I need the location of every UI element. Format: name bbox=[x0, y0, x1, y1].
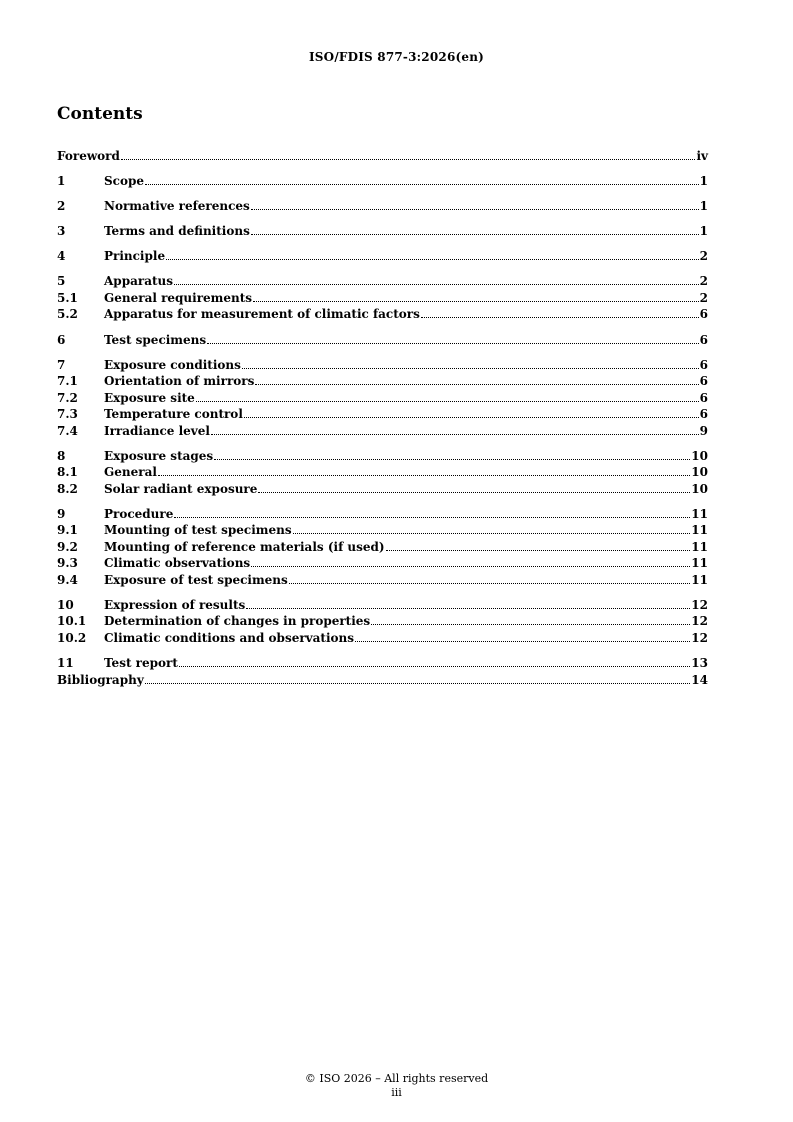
toc-entry-title: Irradiance level bbox=[104, 423, 210, 438]
toc-entry-page: 10 bbox=[691, 448, 708, 463]
toc-entry-page: 1 bbox=[699, 174, 708, 189]
toc-entry-page: 11 bbox=[691, 572, 708, 587]
toc-entry-page: 11 bbox=[691, 523, 708, 538]
toc-entry-number: 6 bbox=[57, 332, 66, 347]
toc-entry-title: Terms and definitions bbox=[104, 224, 250, 239]
toc-entry-title: Bibliography bbox=[57, 672, 144, 687]
toc-entry-page: 11 bbox=[691, 539, 708, 554]
toc-entry-number: 11 bbox=[57, 656, 74, 671]
toc-entry-number: 9.4 bbox=[57, 572, 78, 587]
table-of-contents bbox=[57, 148, 708, 688]
dot-leader bbox=[179, 666, 690, 667]
toc-entry[interactable] bbox=[57, 223, 708, 240]
toc-entry-number: 7.1 bbox=[57, 374, 78, 389]
toc-entry-title: General bbox=[104, 465, 157, 480]
toc-entry-title: Solar radiant exposure bbox=[104, 481, 258, 496]
toc-entry[interactable] bbox=[57, 273, 708, 290]
toc-entry-number: 10.2 bbox=[57, 630, 87, 645]
toc-entry-number: 9.2 bbox=[57, 539, 78, 554]
page-footer bbox=[0, 1072, 793, 1100]
toc-entry[interactable] bbox=[57, 448, 708, 465]
toc-entry[interactable] bbox=[57, 555, 708, 572]
toc-entry-title: Mounting of reference materials (if used) bbox=[104, 539, 385, 554]
toc-entry-page: 10 bbox=[691, 481, 708, 496]
toc-entry-page: 14 bbox=[691, 672, 708, 687]
toc-entry-page: 11 bbox=[691, 556, 708, 571]
toc-entry-title: Apparatus for measurement of climatic factors bbox=[104, 307, 420, 322]
toc-entry[interactable] bbox=[57, 613, 708, 630]
dot-leader bbox=[258, 492, 690, 493]
toc-entry-number: 7.4 bbox=[57, 423, 78, 438]
dot-leader bbox=[145, 184, 699, 185]
toc-entry-title: Normative references bbox=[104, 199, 250, 214]
toc-entry-number: 5 bbox=[57, 274, 66, 289]
toc-entry-number: 10.1 bbox=[57, 614, 87, 629]
toc-entry-title: Mounting of test specimens bbox=[104, 523, 292, 538]
toc-entry-title: Temperature control bbox=[104, 407, 243, 422]
dot-leader bbox=[421, 317, 699, 318]
toc-entry-page: 6 bbox=[699, 332, 708, 347]
toc-entry-title: General requirements bbox=[104, 290, 253, 305]
dot-leader bbox=[386, 550, 691, 551]
dot-leader bbox=[121, 159, 696, 160]
toc-entry[interactable] bbox=[57, 357, 708, 374]
toc-entry-number: 7.2 bbox=[57, 390, 78, 405]
toc-entry[interactable] bbox=[57, 630, 708, 647]
toc-entry[interactable] bbox=[57, 481, 708, 498]
toc-entry-page: iv bbox=[696, 149, 708, 163]
toc-entry[interactable] bbox=[57, 406, 708, 423]
toc-entry-number: 8 bbox=[57, 448, 66, 463]
toc-entry[interactable] bbox=[57, 290, 708, 307]
toc-entry[interactable] bbox=[57, 464, 708, 481]
dot-leader bbox=[293, 533, 691, 534]
dot-leader bbox=[145, 683, 691, 684]
toc-entry[interactable] bbox=[57, 597, 708, 614]
toc-entry-title: Exposure of test specimens bbox=[104, 572, 288, 587]
dot-leader bbox=[289, 583, 691, 584]
toc-entry-page: 1 bbox=[699, 199, 708, 214]
toc-entry[interactable] bbox=[57, 198, 708, 215]
toc-entry-page: 12 bbox=[691, 597, 708, 612]
dot-leader bbox=[355, 641, 690, 642]
toc-entry-title: Exposure conditions bbox=[104, 357, 241, 372]
toc-entry-title: Foreword bbox=[57, 149, 120, 163]
toc-entry-number: 7 bbox=[57, 357, 66, 372]
dot-leader bbox=[251, 209, 699, 210]
toc-entry-number: 10 bbox=[57, 597, 74, 612]
toc-entry[interactable] bbox=[57, 373, 708, 390]
toc-entry[interactable] bbox=[57, 173, 708, 190]
toc-entry-title: Test specimens bbox=[104, 332, 207, 347]
toc-entry-title: Expression of results bbox=[104, 597, 246, 612]
toc-entry-number: 3 bbox=[57, 224, 66, 239]
toc-entry-number: 8.2 bbox=[57, 481, 78, 496]
toc-entry-number: 2 bbox=[57, 199, 66, 214]
dot-leader bbox=[242, 368, 699, 369]
dot-leader bbox=[211, 434, 699, 435]
toc-entry-page: 1 bbox=[699, 224, 708, 239]
toc-entry[interactable] bbox=[57, 248, 708, 265]
toc-entry[interactable] bbox=[57, 572, 708, 589]
toc-entry-number: 9 bbox=[57, 506, 66, 521]
toc-entry-page: 2 bbox=[699, 274, 708, 289]
toc-entry[interactable] bbox=[57, 539, 708, 556]
toc-entry-number: 5.1 bbox=[57, 290, 78, 305]
toc-entry-page: 6 bbox=[699, 374, 708, 389]
toc-entry[interactable] bbox=[57, 306, 708, 323]
toc-entry[interactable] bbox=[57, 332, 708, 349]
toc-entry-page: 13 bbox=[691, 656, 708, 671]
dot-leader bbox=[174, 284, 699, 285]
dot-leader bbox=[244, 417, 699, 418]
toc-entry-number: 9.1 bbox=[57, 523, 78, 538]
dot-leader bbox=[251, 234, 699, 235]
toc-entry-page: 6 bbox=[699, 390, 708, 405]
dot-leader bbox=[196, 401, 699, 402]
toc-entry-number: 7.3 bbox=[57, 407, 78, 422]
toc-entry[interactable] bbox=[57, 506, 708, 523]
toc-entry-title: Exposure stages bbox=[104, 448, 214, 463]
toc-entry-page: 9 bbox=[699, 423, 708, 438]
copyright-notice: © ISO 2026 – All rights reserved bbox=[304, 1072, 489, 1085]
toc-entry-page: 11 bbox=[691, 506, 708, 521]
dot-leader bbox=[174, 517, 690, 518]
dot-leader bbox=[253, 301, 699, 302]
toc-entry-title: Principle bbox=[104, 249, 166, 264]
toc-entry-number: 5.2 bbox=[57, 307, 78, 322]
toc-entry-title: Climatic observations bbox=[104, 556, 251, 571]
dot-leader bbox=[158, 475, 690, 476]
toc-entry[interactable] bbox=[57, 522, 708, 539]
toc-entry-page: 12 bbox=[691, 630, 708, 645]
toc-entry-page: 10 bbox=[691, 465, 708, 480]
dot-leader bbox=[371, 624, 690, 625]
toc-entry[interactable] bbox=[57, 655, 708, 672]
document-header: ISO/FDIS 877-3:2026(en) bbox=[308, 50, 485, 64]
toc-entry-title: Orientation of mirrors bbox=[104, 374, 255, 389]
dot-leader bbox=[207, 343, 699, 344]
toc-entry-title: Exposure site bbox=[104, 390, 195, 405]
contents-title: Contents bbox=[57, 104, 143, 124]
toc-entry-title: Apparatus bbox=[104, 274, 173, 289]
toc-entry-page: 6 bbox=[699, 357, 708, 372]
dot-leader bbox=[246, 608, 690, 609]
dot-leader bbox=[166, 259, 699, 260]
toc-entry[interactable] bbox=[57, 423, 708, 440]
dot-leader bbox=[214, 459, 690, 460]
toc-entry-number: 4 bbox=[57, 249, 66, 264]
toc-entry-number: 1 bbox=[57, 174, 66, 189]
toc-entry-title: Test report bbox=[104, 656, 178, 671]
dot-leader bbox=[251, 566, 690, 567]
toc-entry-foreword[interactable] bbox=[57, 148, 708, 165]
toc-entry-title: Scope bbox=[104, 174, 145, 189]
toc-entry-page: 6 bbox=[699, 307, 708, 322]
toc-entry-title: Determination of changes in properties bbox=[104, 614, 371, 629]
toc-entry-page: 2 bbox=[699, 249, 708, 264]
toc-entry-bibliography[interactable] bbox=[57, 672, 708, 689]
toc-entry-number: 8.1 bbox=[57, 465, 78, 480]
toc-entry-title: Climatic conditions and observations bbox=[104, 630, 354, 645]
dot-leader bbox=[255, 384, 698, 385]
page-number: iii bbox=[391, 1086, 402, 1099]
toc-entry-title: Procedure bbox=[104, 506, 174, 521]
toc-entry-page: 2 bbox=[699, 290, 708, 305]
toc-entry-page: 6 bbox=[699, 407, 708, 422]
toc-entry-number: 9.3 bbox=[57, 556, 78, 571]
toc-entry[interactable] bbox=[57, 390, 708, 407]
toc-entry-page: 12 bbox=[691, 614, 708, 629]
